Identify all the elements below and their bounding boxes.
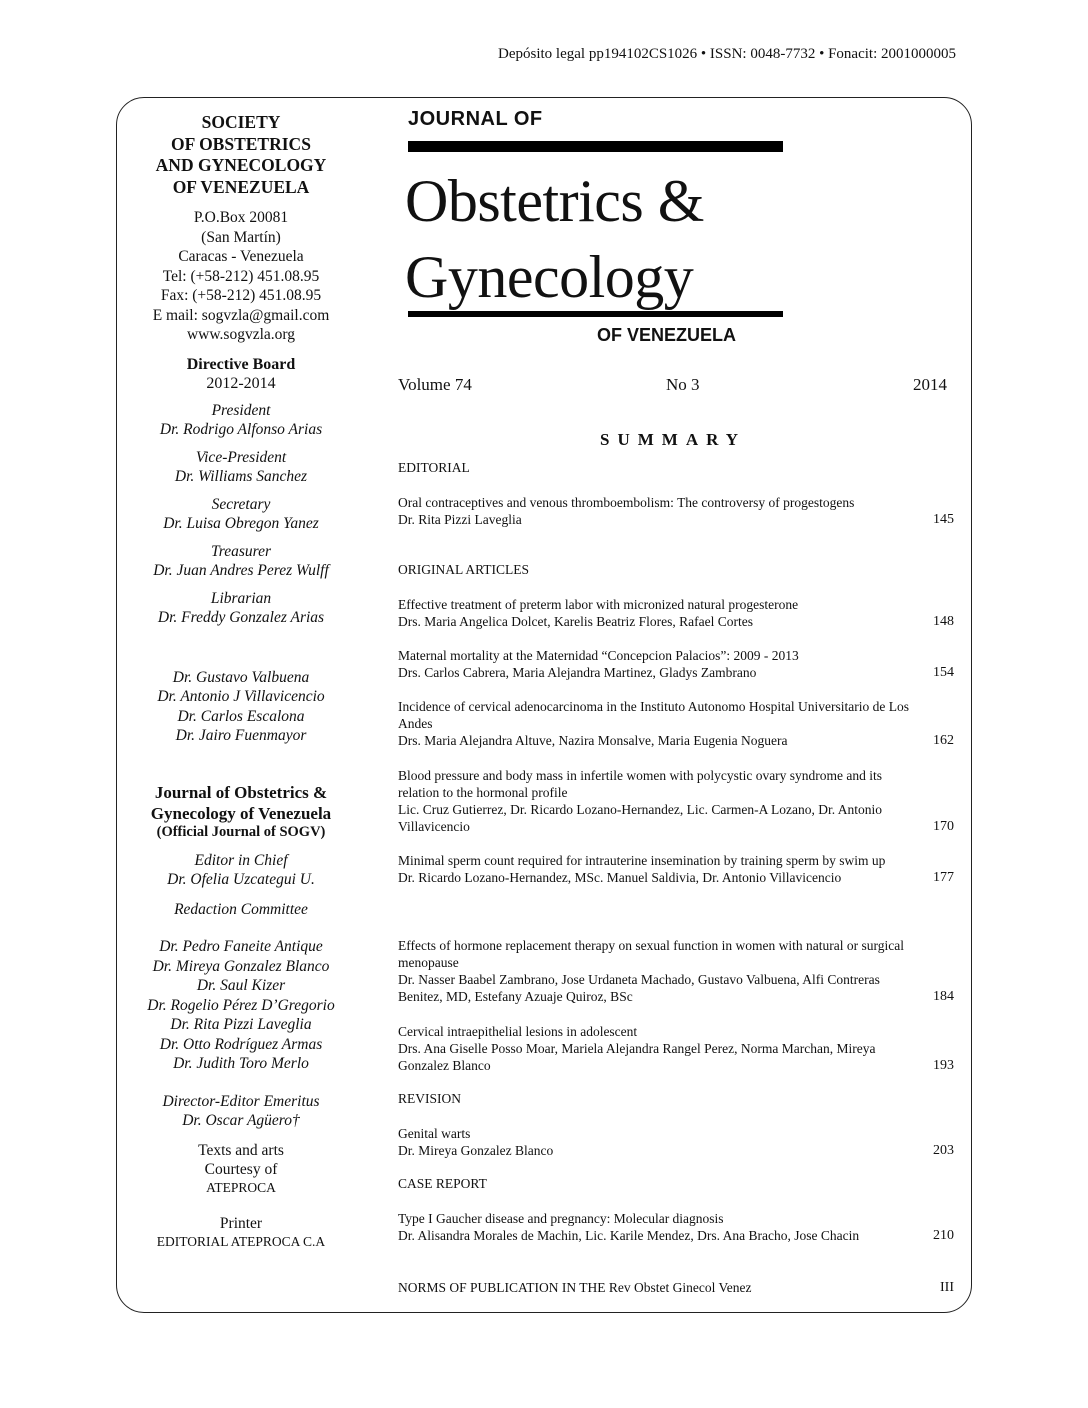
role-title: Vice-President [195, 448, 287, 466]
committee-list [120, 937, 362, 1074]
toc-entry-authors: Drs. Maria Angelica Dolcet, Karelis Beatriz Flores, Rafael Cortes [398, 614, 754, 629]
board-member: Dr. Jairo Fuenmayor [175, 727, 307, 744]
address-line: Caracas - Venezuela [178, 248, 304, 265]
toc-entry-title: Minimal sperm count required for intrauterine insemination by training sperm by swim up [398, 853, 886, 868]
emeritus-role: Director-Editor Emeritus [162, 1092, 320, 1110]
committee-member: Dr. Judith Toro Merlo [173, 1055, 309, 1072]
toc-entry-authors: Lic. Cruz Gutierrez, Dr. Ricardo Lozano-Hernandez, Lic. Carmen-A Lozano, Dr. Antonio Villavicencio [398, 802, 882, 834]
left-column [120, 112, 362, 1250]
society-address [120, 208, 362, 345]
society-line: OF OBSTETRICS [171, 133, 311, 154]
toc-entry[interactable] [398, 647, 954, 681]
issue-year: 2014 [913, 375, 947, 394]
masthead-bottom-rule [408, 311, 783, 317]
masthead-journal-of: JOURNAL OF [408, 108, 543, 130]
editor-block [120, 851, 362, 890]
toc-entry[interactable] [398, 1023, 954, 1074]
toc-entry-authors: Dr. Alisandra Morales de Machin, Lic. Karile Mendez, Drs. Ana Bracho, Jose Chacin [398, 1228, 860, 1243]
address-line: P.O.Box 20081 [193, 209, 289, 226]
toc-entry-authors: Dr. Mireya Gonzalez Blanco [398, 1143, 554, 1158]
toc-entry[interactable] [398, 852, 954, 886]
toc-entry-page: 184 [933, 989, 954, 1004]
toc-entry-title: Incidence of cervical adenocarcinoma in the Instituto Autonomo Hospital Universitario de Los Andes [398, 699, 909, 731]
toc-entry-page: 177 [933, 870, 954, 885]
toc-entry-page: 193 [933, 1058, 954, 1073]
emeritus-block [120, 1092, 362, 1131]
toc-entry-authors: Dr. Ricardo Lozano-Hernandez, MSc. Manuel Saldivia, Dr. Antonio Villavicencio [398, 870, 842, 885]
toc-entry[interactable] [398, 937, 954, 1005]
toc-entry[interactable] [398, 698, 954, 749]
toc-entry-title: Oral contraceptives and venous thromboembolism: The controversy of progestogens [398, 495, 855, 510]
toc-entry-page: 162 [933, 733, 954, 748]
toc-entry-page: III [940, 1280, 954, 1295]
role-title: Secretary [211, 495, 271, 513]
journal-title-block [120, 782, 362, 824]
role-holder: Dr. Luisa Obregon Yanez [163, 515, 319, 532]
toc-entry[interactable] [398, 494, 954, 528]
printer-name: EDITORIAL ATEPROCA C.A [156, 1233, 326, 1249]
toc-entry-authors: Drs. Maria Alejandra Altuve, Nazira Monsalve, Maria Eugenia Noguera [398, 733, 788, 748]
toc-entry-title: Genital warts [398, 1126, 471, 1141]
journal-subtitle: (Official Journal of SOGV) [156, 823, 326, 840]
masthead-title-line2: Gynecology [405, 244, 694, 310]
summary-heading: SUMMARY [600, 430, 747, 449]
board-member: Dr. Gustavo Valbuena [172, 668, 310, 686]
board-role [120, 589, 362, 628]
society-line: SOCIETY [201, 112, 281, 132]
emeritus-name: Dr. Oscar Agüero† [182, 1112, 300, 1129]
toc-entry-authors: Dr. Nasser Baabel Zambrano, Jose Urdaneta Machado, Gustavo Valbuena, Alfi Contreras Benitez, MD, Estefany Azuaje Quiroz, BSc [398, 972, 880, 1004]
masthead-title-line1: Obstetrics & [405, 168, 704, 234]
section-editorial: EDITORIAL [398, 460, 470, 475]
printer-label: Printer [219, 1214, 263, 1232]
phone-line: Tel: (+58-212) 451.08.95 [162, 267, 320, 285]
committee-member: Dr. Rita Pizzi Laveglia [170, 1016, 312, 1033]
email-line: E mail: sogvzla@gmail.com [152, 306, 330, 324]
role-title: Librarian [210, 589, 272, 607]
directive-board-years: 2012-2014 [206, 374, 276, 392]
board-member: Dr. Carlos Escalona [177, 707, 305, 725]
board-member: Dr. Antonio J Villavicencio [157, 688, 325, 705]
society-line: AND GYNECOLOGY [155, 155, 327, 175]
issue-volume: Volume 74 [398, 375, 472, 394]
masthead-top-rule [408, 141, 783, 152]
toc-entry-page: 148 [933, 614, 954, 629]
toc-entry-title: Type I Gaucher disease and pregnancy: Molecular diagnosis [398, 1211, 724, 1226]
role-holder: Dr. Rodrigo Alfonso Arias [159, 421, 323, 438]
board-members [120, 668, 362, 746]
role-holder: Dr. Williams Sanchez [174, 468, 308, 485]
toc-entry-title: Blood pressure and body mass in infertile women with polycystic ovary syndrome and its relation to the hormonal profile [398, 768, 883, 800]
society-line: OF VENEZUELA [172, 176, 310, 197]
toc-entry-page: 145 [933, 512, 954, 527]
masthead-of-venezuela: OF VENEZUELA [597, 325, 737, 345]
section-original-articles: ORIGINAL ARTICLES [398, 562, 530, 577]
toc-entry-norms[interactable] [398, 1279, 954, 1296]
role-title: President [211, 401, 271, 419]
committee-member: Dr. Otto Rodríguez Armas [159, 1035, 323, 1053]
toc-entry-title: Cervical intraepithelial lesions in adolescent [398, 1024, 638, 1039]
board-role [120, 542, 362, 581]
credits-line: Courtesy of [204, 1160, 278, 1178]
credits-line: Texts and arts [198, 1141, 284, 1159]
committee-member: Dr. Mireya Gonzalez Blanco [152, 957, 330, 975]
board-role [120, 495, 362, 534]
committee-member: Dr. Saul Kizer [196, 977, 286, 994]
legal-deposit-line: Depósito legal pp194102CS1026 • ISSN: 0048-7732 • Fonacit: 2001000005 [498, 46, 956, 62]
toc-entry-title: Maternal mortality at the Maternidad “Concepcion Palacios”: 2009 - 2013 [398, 648, 799, 663]
credits-block [120, 1141, 362, 1196]
toc-entry-title: NORMS OF PUBLICATION IN THE Rev Obstet Ginecol Venez [398, 1280, 752, 1295]
society-name [120, 112, 362, 198]
toc-entry-authors: Drs. Carlos Cabrera, Maria Alejandra Martinez, Gladys Zambrano [398, 665, 757, 680]
toc-entry-title: Effects of hormone replacement therapy on sexual function in women with natural or surgical menopause [398, 938, 904, 970]
section-revision: REVISION [398, 1091, 461, 1106]
editor-role: Editor in Chief [194, 851, 288, 869]
board-role [120, 448, 362, 487]
toc-entry-page: 170 [933, 819, 954, 834]
toc-entry[interactable] [398, 1210, 954, 1244]
committee-member: Dr. Rogelio Pérez D’Gregorio [147, 996, 335, 1014]
website-line: www.sogvzla.org [186, 326, 296, 343]
toc-entry-authors: Drs. Ana Giselle Posso Moar, Mariela Alejandra Rangel Perez, Norma Marchan, Mireya Gonzalez Blanco [398, 1041, 876, 1073]
credits-org: ATEPROCA [206, 1179, 276, 1195]
section-case-report: CASE REPORT [398, 1176, 487, 1191]
toc-entry-authors: Dr. Rita Pizzi Laveglia [398, 512, 522, 527]
printer-block [120, 1214, 362, 1250]
toc-entry[interactable] [398, 1125, 954, 1159]
journal-title-line: Journal of Obstetrics & [154, 782, 328, 802]
role-holder: Dr. Juan Andres Perez Wulff [153, 562, 329, 579]
committee-title: Redaction Committee [174, 900, 308, 918]
toc-entry-page: 154 [933, 665, 954, 680]
committee-member: Dr. Pedro Faneite Antique [159, 938, 323, 955]
directive-board-title: Directive Board [186, 355, 296, 373]
role-holder: Dr. Freddy Gonzalez Arias [157, 609, 325, 626]
toc-entry[interactable] [398, 767, 954, 835]
journal-title-line: Gynecology of Venezuela [150, 803, 332, 823]
fax-line: Fax: (+58-212) 451.08.95 [160, 287, 322, 304]
role-title: Treasurer [210, 542, 271, 560]
toc-entry-title: Effective treatment of preterm labor with micronized natural progesterone [398, 597, 799, 612]
issue-number: No 3 [666, 375, 700, 394]
toc-entry-page: 210 [933, 1228, 954, 1243]
editor-name: Dr. Ofelia Uzcategui U. [167, 871, 315, 888]
board-role [120, 401, 362, 440]
toc-entry[interactable] [398, 596, 954, 630]
address-line: (San Martín) [201, 228, 281, 246]
toc-entry-page: 203 [933, 1143, 954, 1158]
